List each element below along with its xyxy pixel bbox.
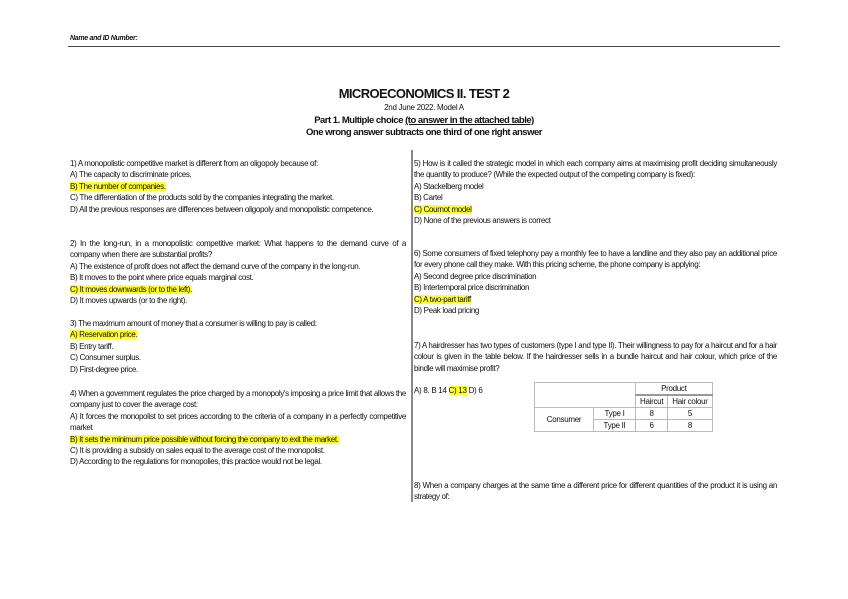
answer-option-highlighted: B) It sets the minimum price possible without forcing the company to exit the market. [70, 434, 339, 444]
row-label: Type II [594, 420, 636, 432]
question-text: 1) A monopolistic competitive market is different from an oligopoly because of: [70, 159, 318, 168]
answer-option: A) The existence of profit does not affect the demand curve of the company in the long-run. [70, 261, 361, 271]
question-6 [414, 248, 777, 316]
name-id-label: Name and ID Number: [70, 35, 138, 42]
product-header: Product [636, 383, 713, 396]
consumer-label: Consumer [535, 408, 594, 432]
part-heading [0, 115, 848, 139]
question-2 [70, 238, 406, 306]
answer-option: B) Entry tariff. [70, 341, 114, 351]
cell: 8 [636, 408, 668, 420]
answer-option: A) It forces the monopolist to set prices according to the criteria of a company in a perfectly competitive market [70, 411, 406, 433]
answer-option-highlighted: C) A two-part tariff [414, 294, 471, 304]
header-rule [68, 46, 780, 47]
answer-option: D) It moves upwards (or to the right). [70, 296, 187, 306]
question-5 [414, 158, 777, 226]
answer-option: C) Consumer surplus. [70, 353, 141, 363]
answer-option: D) First-degree price. [70, 364, 138, 374]
question-8 [414, 480, 777, 503]
answer-option: B) It moves to the point where price equals marginal cost. [70, 273, 254, 283]
answer-option-highlighted: A) Reservation price. [70, 330, 138, 340]
answer-option: B) Cartel [414, 193, 443, 203]
page-title: MICROECONOMICS II. TEST 2 [338, 86, 510, 101]
q7-option-highlighted: C) 13 [448, 386, 467, 395]
question-text: 5) How is it called the strategic model in which each company aims at maximising profit deciding simultaneously the quantity to produce? (While the expected output of the competing company is fixed): [414, 159, 777, 180]
test-date: 2nd June 2022. Model A [384, 103, 464, 112]
question-text: 3) The maximum amount of money that a consumer is willing to pay is called: [70, 319, 317, 328]
col-hair-colour: Hair colour [668, 395, 712, 408]
answer-option: D) Peak load pricing [414, 306, 480, 316]
question-3 [70, 318, 406, 375]
question-text: 4) When a government regulates the price charged by a monopoly's imposing a price limit that allows the company just to cover the average cost: [70, 389, 406, 410]
question-7 [414, 340, 777, 374]
column-divider [411, 150, 413, 502]
q7-options [414, 385, 482, 396]
answer-option: D) None of the previous answers is correct [414, 216, 551, 226]
part-subtitle: One wrong answer subtracts one third of one right answer [306, 127, 542, 138]
cell: 5 [668, 408, 712, 420]
question-text: 8) When a company charges at the same time a different price for different quantities of the product it is using an strategy of: [414, 481, 777, 502]
question-text: 2) In the long-run, in a monopolistic competitive market: What happens to the demand curve of a company when there are substantial profits? [70, 239, 406, 260]
cell: 6 [636, 420, 668, 432]
answer-option-highlighted: C) It moves downwards (or to the left). [70, 284, 192, 294]
answer-option: D) According to the regulations for monopolies, this practice would not be legal. [70, 457, 322, 467]
q7-option: B 14 [431, 386, 447, 395]
answer-option-highlighted: C) Cournot model [414, 204, 472, 214]
part-note: (to answer in the attached table) [405, 115, 534, 126]
question-text: 6) Some consumers of fixed telephony pay a monthly fee to have a landline and they also pay an additional price for every phone call they make. With this pricing scheme, the phone company is applying: [414, 249, 777, 270]
answer-option: A) Second degree price discrimination [414, 271, 537, 281]
question-text: 7) A hairdresser has two types of customers (type I and type II). Their willingness to pay for a haircut and for a hair colour is given in the table below. If the hairdresser sells in a bundle haircut and hair colour, which price of the bindle will maximise profit? [414, 341, 777, 373]
q7-option: A) 8. [414, 386, 430, 395]
willingness-table [534, 382, 713, 432]
question-1 [70, 158, 406, 215]
question-4 [70, 388, 406, 468]
row-label: Type I [594, 408, 636, 420]
answer-option-highlighted: B) The number of companies. [70, 181, 166, 191]
cell: 8 [668, 420, 712, 432]
answer-option: C) It is providing a subsidy on sales equal to the average cost of the monopolist. [70, 446, 325, 456]
part-title: Part 1. Multiple choice [314, 115, 403, 126]
answer-option: A) The capacity to discriminate prices. [70, 170, 192, 180]
q7-option: D) 6 [468, 386, 483, 395]
answer-option: C) The differentiation of the products sold by the companies integrating the market. [70, 193, 334, 203]
answer-option: B) Intertemporal price discrimination [414, 283, 530, 293]
col-haircut: Haircut [636, 395, 668, 408]
answer-option: A) Stackelberg model [414, 181, 484, 191]
answer-option: D) All the previous responses are differences between oligopoly and monopolistic competence. [70, 204, 374, 214]
